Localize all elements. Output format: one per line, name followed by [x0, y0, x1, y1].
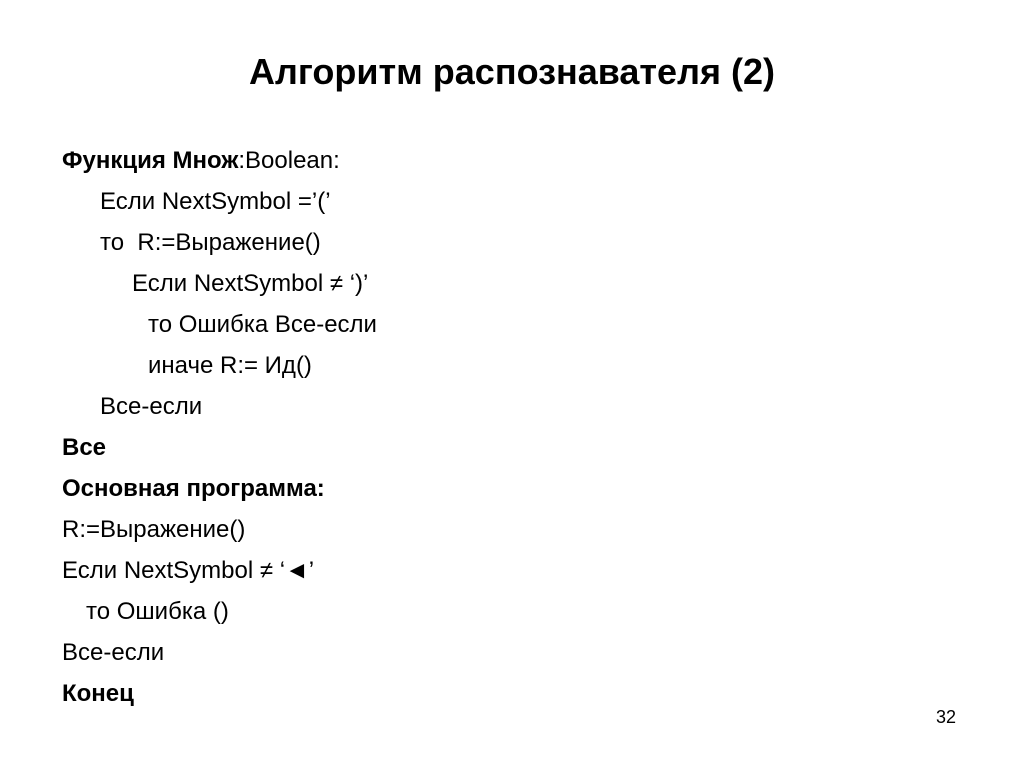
- algorithm-text: [62, 140, 962, 714]
- main-program-header: Основная программа:: [62, 475, 325, 502]
- code-line-end-program: Конец: [62, 680, 134, 707]
- code-line-end-if: Все-если: [100, 393, 203, 420]
- function-return-type: :Boolean:: [238, 147, 340, 174]
- code-line-then-expression: то R:=Выражение(): [100, 229, 321, 256]
- code-line-if-open-paren: Если NextSymbol =’(’: [100, 188, 331, 215]
- code-line-main-then-error: то Ошибка (): [86, 598, 229, 625]
- code-line-main-expression: R:=Выражение(): [62, 516, 246, 543]
- code-line-then-error: то Ошибка Все-если: [148, 311, 377, 338]
- page-number: 32: [936, 707, 957, 727]
- code-line-end-function: Все: [62, 434, 107, 461]
- code-line-main-end-if: Все-если: [62, 639, 165, 666]
- code-line-if-end-marker: Если NextSymbol ≠ ‘◄’: [62, 557, 315, 584]
- slide-title: Алгоритм распознавателя (2): [249, 51, 775, 92]
- function-header-line: [62, 140, 962, 181]
- code-line-else-id: иначе R:= Ид(): [148, 352, 312, 379]
- code-line-if-close-paren: Если NextSymbol ≠ ‘)’: [132, 270, 369, 297]
- function-name: Функция Множ: [62, 147, 239, 174]
